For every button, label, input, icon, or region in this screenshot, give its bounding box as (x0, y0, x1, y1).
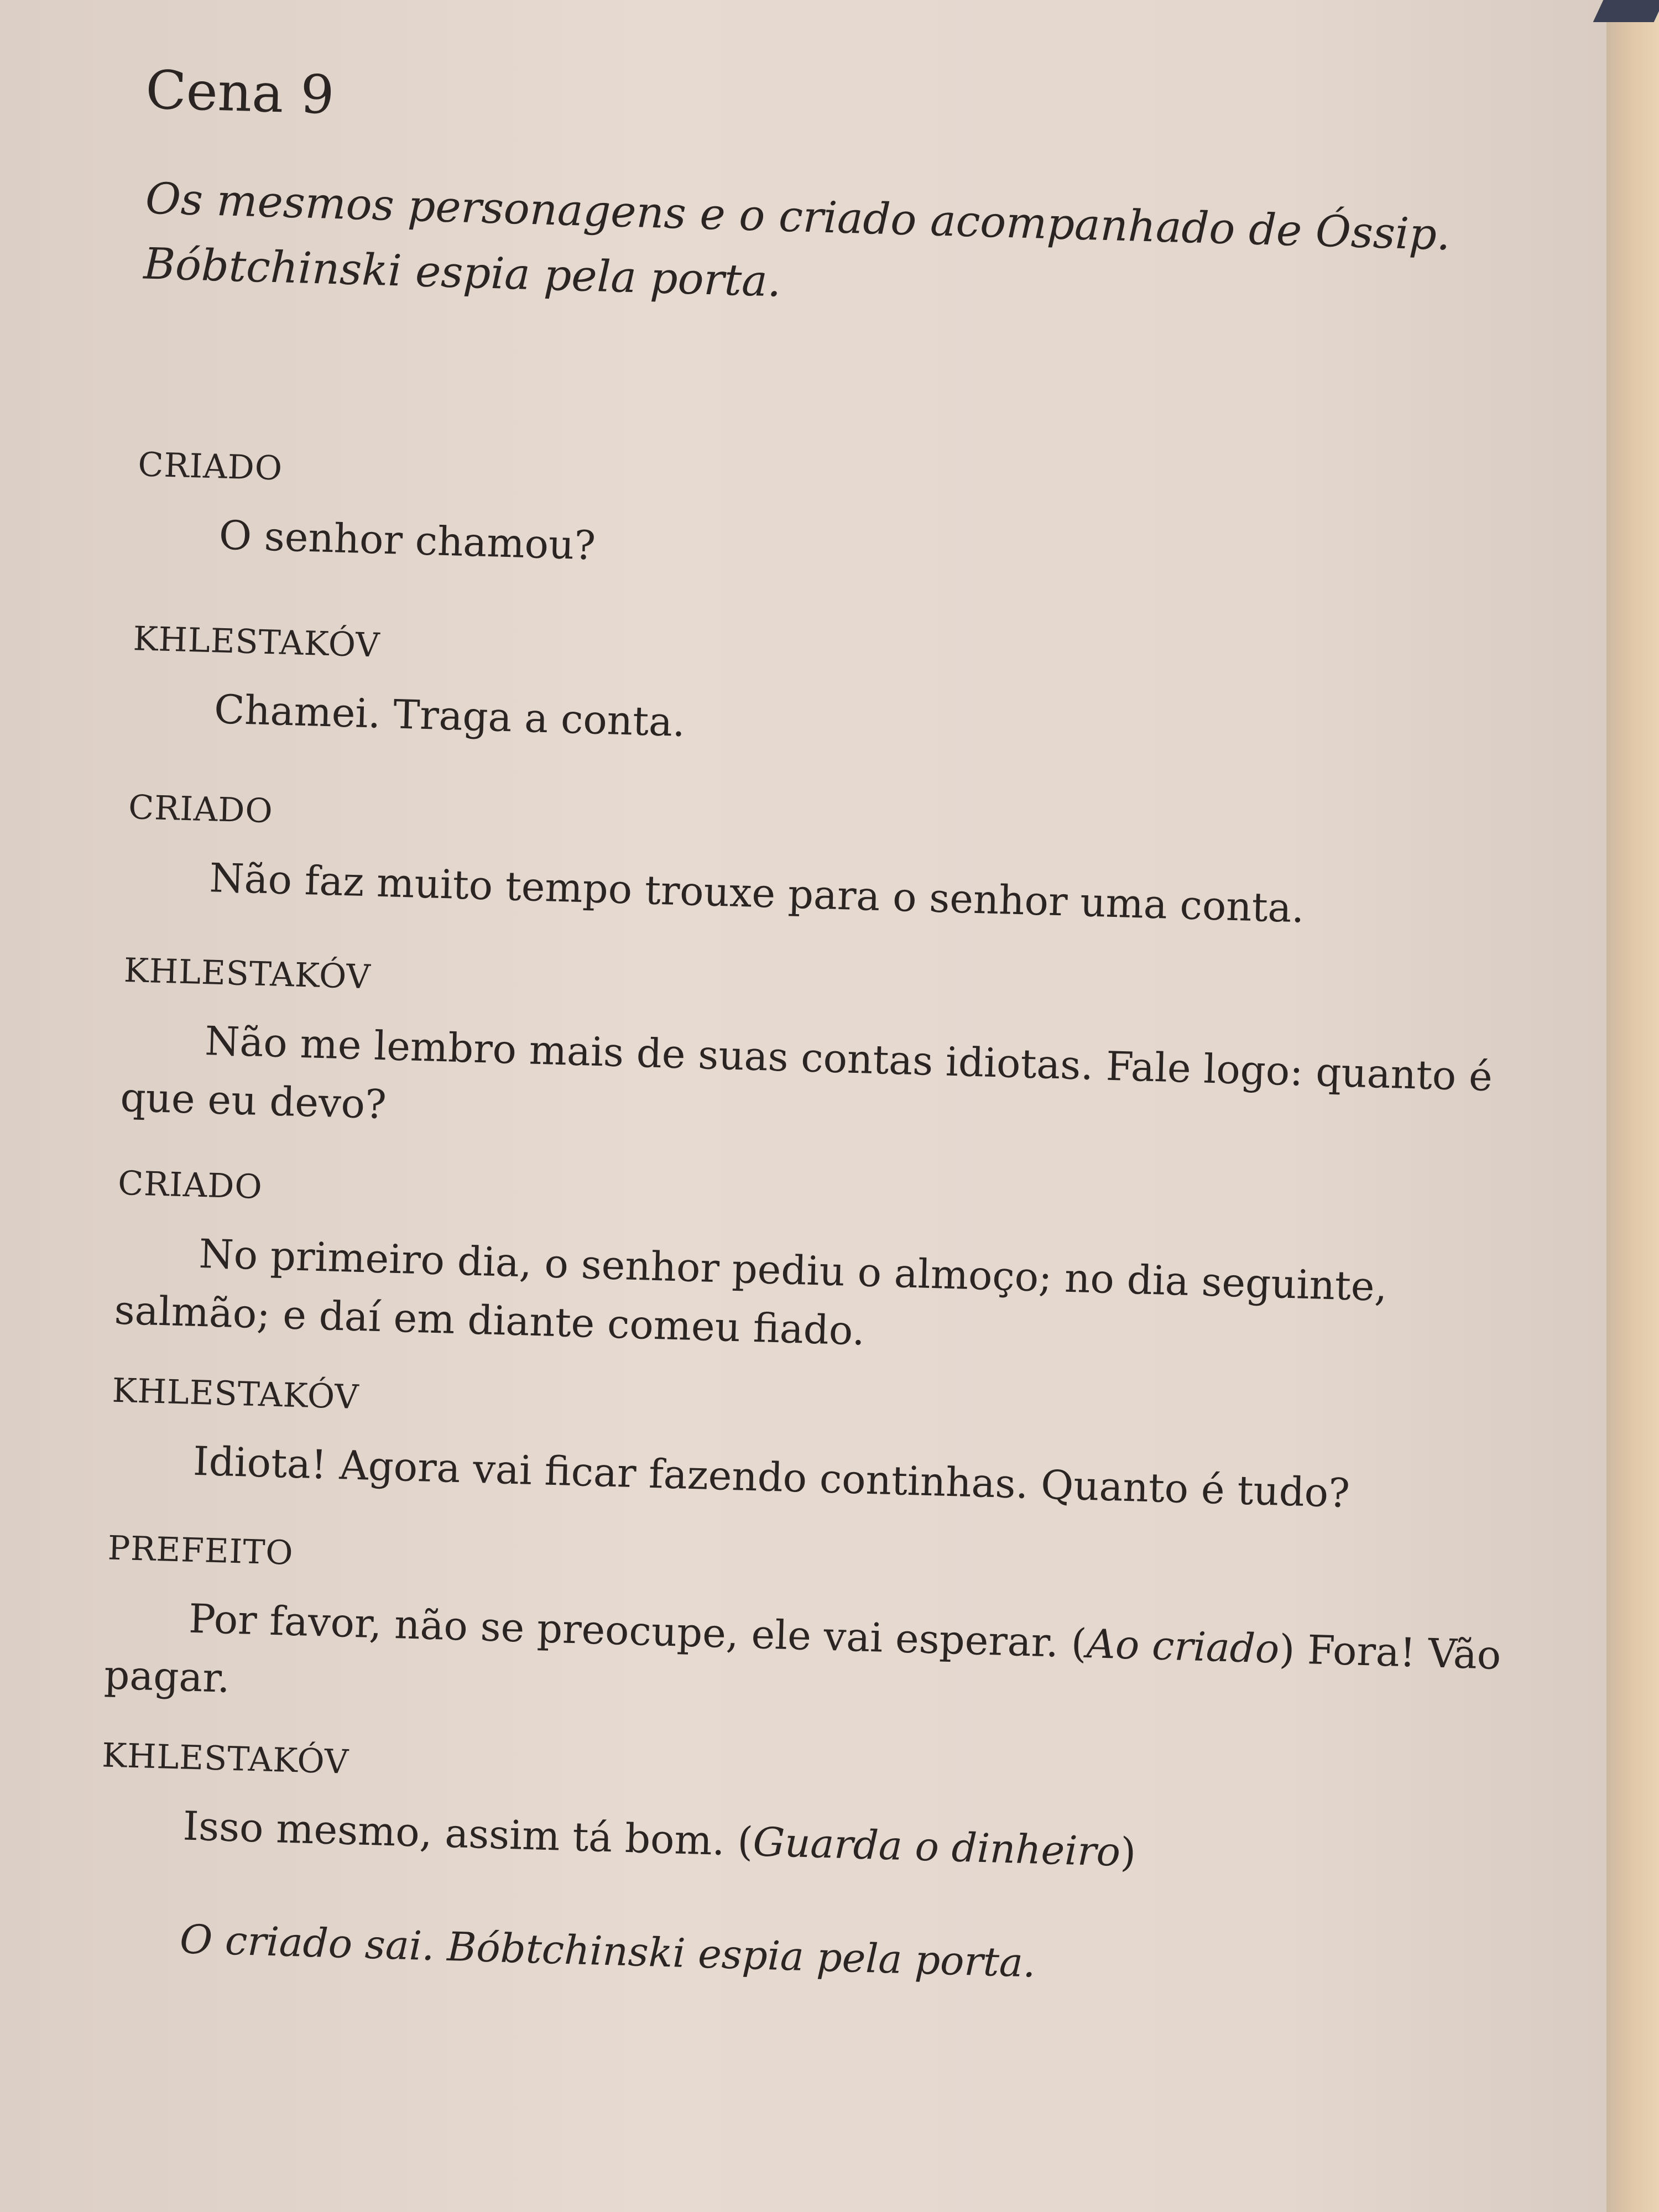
dialogue-line: Idiota! Agora vai ficar fazendo continhas. Quanto é tudo? (192, 1437, 1350, 1517)
speaker-name: KHLESTAKÓV (123, 951, 372, 997)
speaker-name: KHLESTAKÓV (101, 1736, 349, 1782)
dialogue-text: ) Fora! Vão pagar. (103, 1625, 1502, 1702)
closing-stage-direction: O criado sai. Bóbtchinski espia pela porta. (179, 1916, 1036, 1986)
dialogue-line: O senhor chamou? (218, 512, 597, 569)
inline-stage-direction: Guarda o dinheiro (752, 1818, 1121, 1875)
speaker-name: CRIADO (128, 788, 274, 831)
dialogue-line: No primeiro dia, o senhor pediu o almoço; no dia seguinte, salmão; e daí em diante comeu fiado. (113, 1230, 1388, 1354)
dialogue-line: Não faz muito tempo trouxe para o senhor uma conta. (208, 854, 1305, 932)
dialogue-text: ) (1119, 1828, 1137, 1876)
speaker-name: CRIADO (117, 1164, 263, 1207)
speaker-name: PREFEITO (107, 1528, 294, 1573)
scene-stage-direction: Os mesmos personagens e o criado acompanhado de Óssip. Bóbtchinski espia pela porta. (143, 174, 1451, 307)
inline-stage-direction: Ao criado (1086, 1620, 1280, 1672)
page-stack-edge (1606, 0, 1659, 2212)
dialogue-text: Por favor, não se preocupe, ele vai esperar. ( (188, 1595, 1088, 1667)
dialogue-text: Isso mesmo, assim tá bom. ( (182, 1802, 754, 1865)
dialogue-line: Não me lembro mais de suas contas idiotas. Fale logo: quanto é que eu devo? (119, 1018, 1493, 1128)
dialogue-line: Chamei. Traga a conta. (213, 686, 686, 746)
bookmark-corner (1593, 0, 1659, 22)
speaker-name: KHLESTAKÓV (132, 619, 381, 665)
speaker-name: CRIADO (137, 445, 283, 488)
speaker-name: KHLESTAKÓV (111, 1371, 360, 1417)
scene-title: Cena 9 (144, 59, 335, 126)
